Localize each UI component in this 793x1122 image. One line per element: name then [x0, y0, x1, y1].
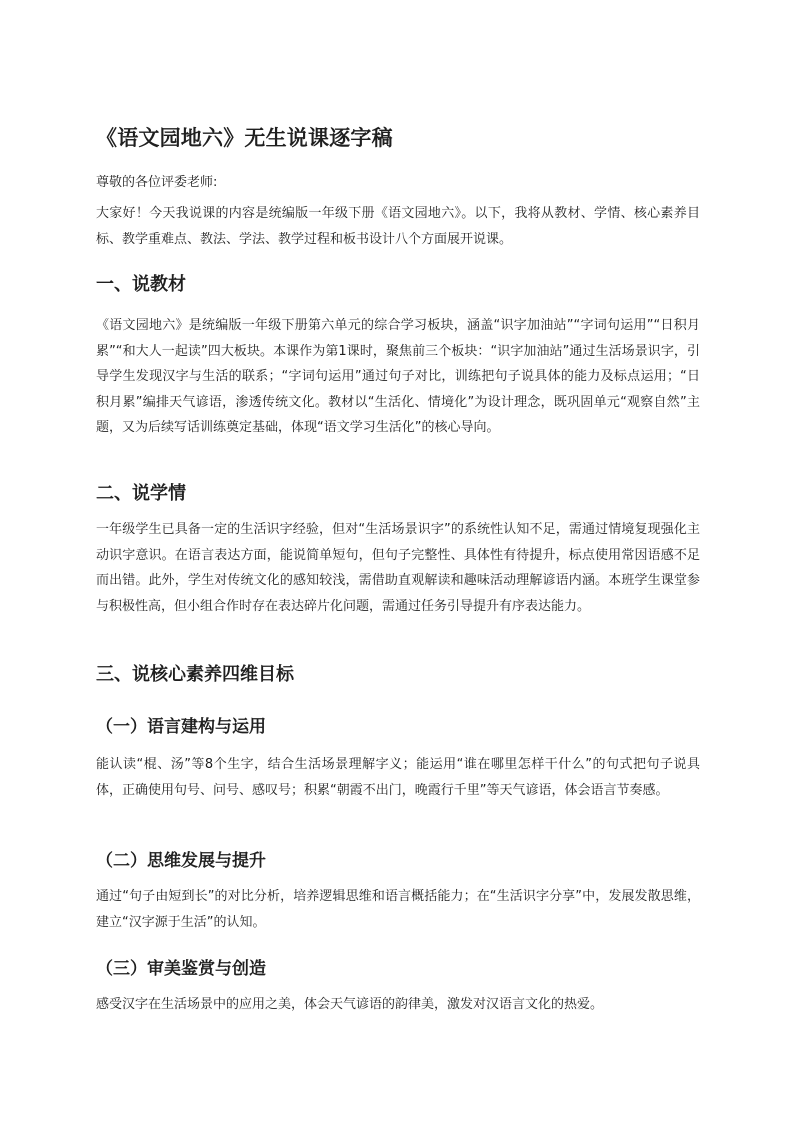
subsection-body-aesthetics: 感受汉字在生活场景中的应用之美，体会天气谚语的韵律美，激发对汉语言文化的热爱。: [96, 997, 604, 1012]
subsection-heading-aesthetics: （三）审美鉴赏与创造: [96, 959, 266, 979]
subsection-body-thinking: 通过“句子由短到长”的对比分析，培养逻辑思维和语言概括能力；在“生活识字分享”中，发展发散思维，建立“汉字源于生活”的认知。: [96, 889, 700, 930]
subsection-heading-language: （一）语言建构与运用: [96, 717, 266, 737]
intro-paragraph: 大家好！今天我说课的内容是统编版一年级下册《语文园地六》。以下，我将从教材、学情、核心素养目标、教学重难点、教法、学法、教学过程和板书设计八个方面展开说课。: [96, 206, 700, 247]
section-heading-student: 二、说学情: [96, 483, 186, 504]
section-heading-objectives: 三、说核心素养四维目标: [96, 664, 294, 685]
greeting-text: 尊敬的各位评委老师:: [96, 175, 218, 190]
document-title: 《语文园地六》无生说课逐字稿: [96, 126, 393, 150]
subsection-heading-thinking: （二）思维发展与提升: [96, 851, 266, 871]
section-body-textbook: 《语文园地六》是统编版一年级下册第六单元的综合学习板块，涵盖“识字加油站”“字词句运用”“日积月累”“和大人一起读”四大板块。本课作为第1课时，聚焦前三个板块：“识字加油站”通过生活场景识字，引导学生发现汉字与生活的联系；“字词句运用”通过句子对比，训练把句子说具体的能力及标点运用；“日积月累”编排天气谚语，渗透传统文化。教材以“生活化、情境化”为设计理念，既巩固单元“观察自然”主题，又为后续写话训练奠定基础，体现“语文学习生活化”的核心导向。: [96, 318, 700, 436]
section-body-student: 一年级学生已具备一定的生活识字经验，但对“生活场景识字”的系统性认知不足，需通过情境复现强化主动识字意识。在语言表达方面，能说简单短句，但句子完整性、具体性有待提升，标点使用常因语感不足而出错。此外，学生对传统文化的感知较浅，需借助直观解读和趣味活动理解谚语内涵。本班学生课堂参与积极性高，但小组合作时存在表达碎片化问题，需通过任务引导提升有序表达能力。: [96, 522, 700, 614]
subsection-body-language: 能认读“棍、汤”等8个生字，结合生活场景理解字义；能运用“谁在哪里怎样干什么”的句式把句子说具体，正确使用句号、问号、感叹号；积累“朝霞不出门，晚霞行千里”等天气谚语，体会语言节奏感。: [96, 757, 700, 798]
section-heading-textbook: 一、说教材: [96, 274, 186, 295]
